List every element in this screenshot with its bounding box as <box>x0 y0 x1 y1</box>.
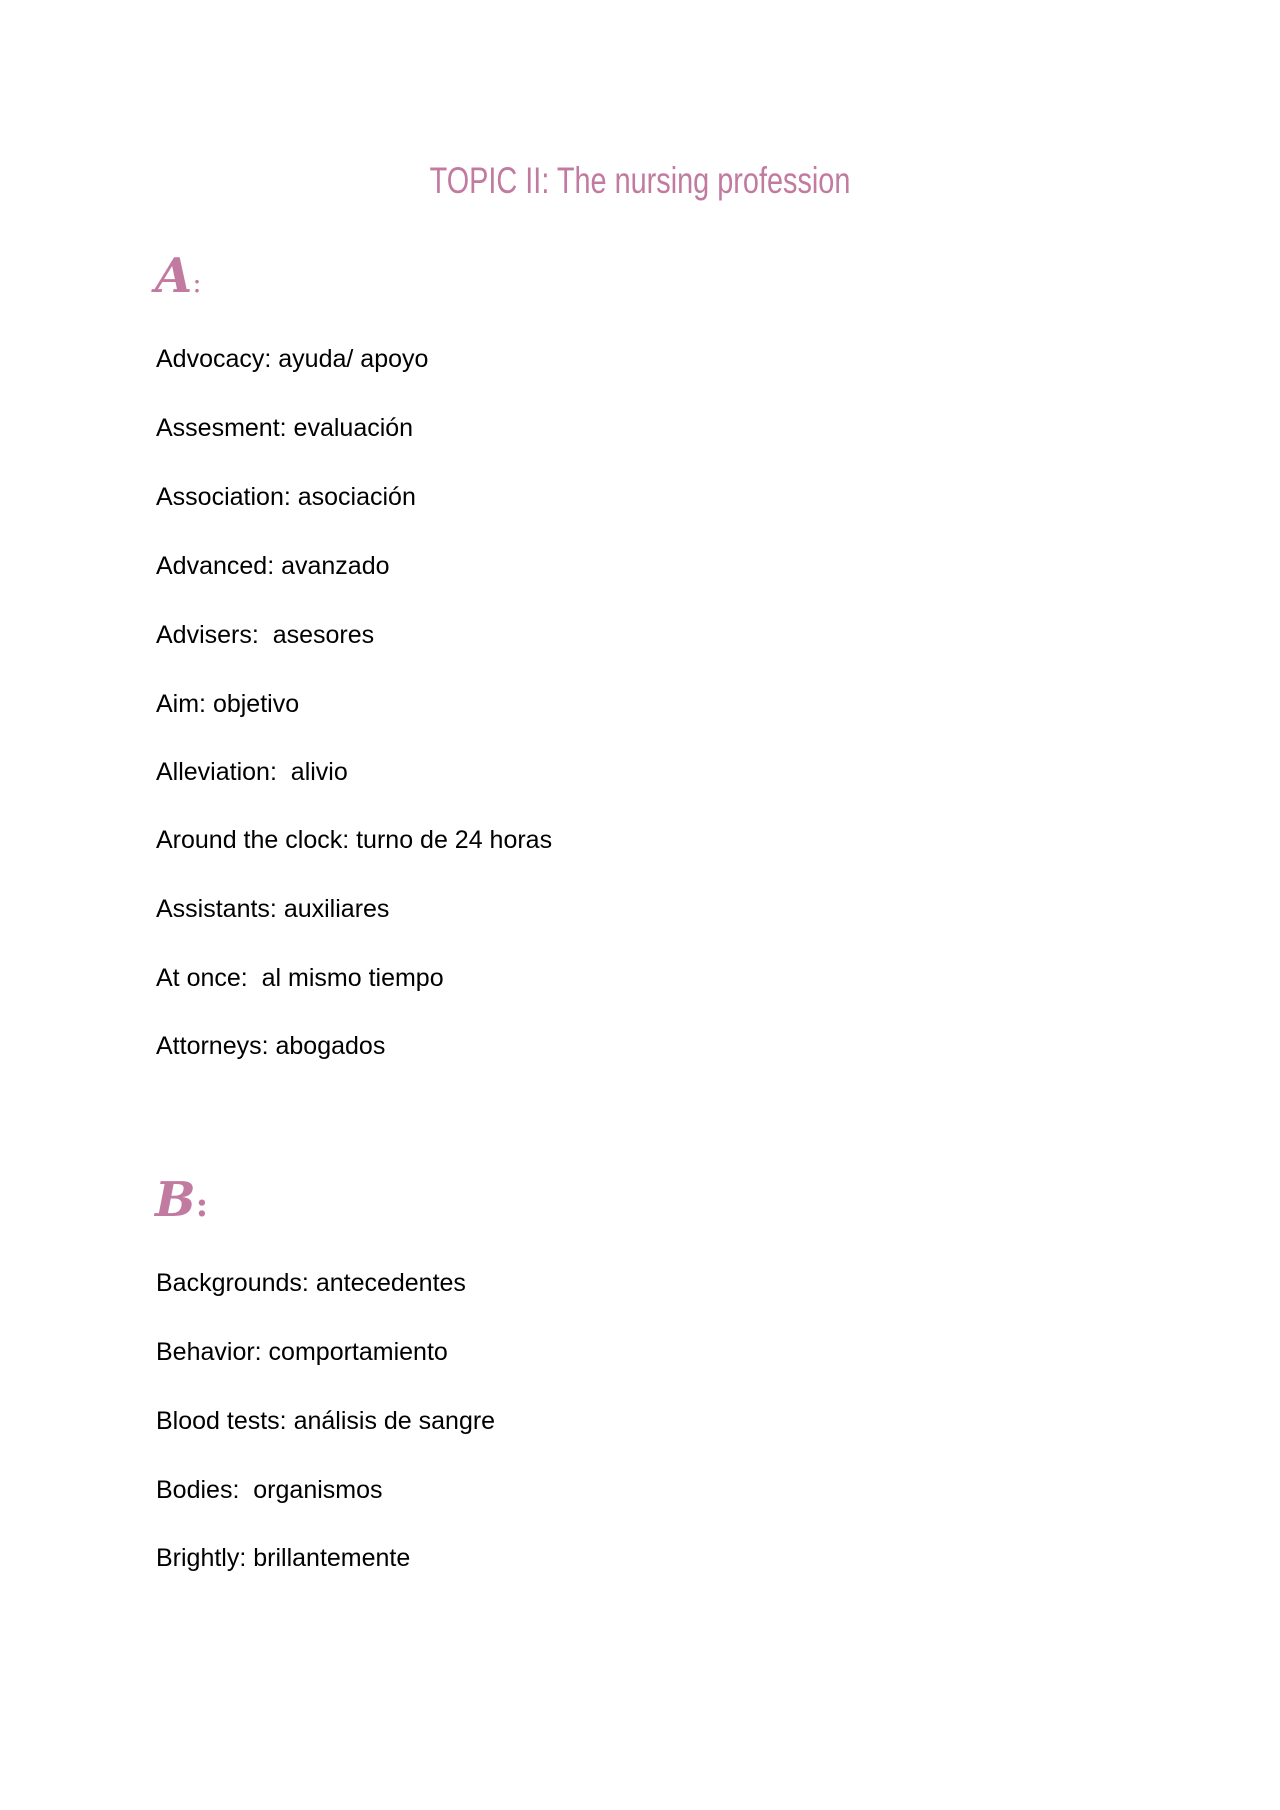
section-letter: A <box>155 248 193 304</box>
vocab-item: At once: al mismo tiempo <box>156 964 444 992</box>
section-colon: : <box>192 266 202 299</box>
vocab-item: Brightly: brillantemente <box>156 1544 411 1572</box>
section-heading-a <box>155 248 202 304</box>
vocab-item: Assesment: evaluación <box>156 414 414 442</box>
section-heading-b <box>155 1172 209 1228</box>
section-letter: B <box>155 1172 196 1228</box>
vocab-item: Association: asociación <box>156 483 416 511</box>
vocab-item: Assistants: auxiliares <box>156 895 390 923</box>
vocab-item: Aim: objetivo <box>156 690 300 718</box>
vocab-item: Advisers: asesores <box>156 621 375 649</box>
page-title: TOPIC II: The nursing profession <box>429 160 851 201</box>
vocab-item: Attorneys: abogados <box>156 1032 386 1060</box>
section-colon: : <box>195 1185 209 1225</box>
vocab-item: Around the clock: turno de 24 horas <box>156 826 553 854</box>
vocab-item: Alleviation: alivio <box>156 758 348 786</box>
vocab-item: Advocacy: ayuda/ apoyo <box>156 345 429 373</box>
vocab-item: Advanced: avanzado <box>156 552 390 580</box>
vocab-item: Bodies: organismos <box>156 1476 383 1504</box>
vocab-item: Backgrounds: antecedentes <box>156 1269 466 1297</box>
vocab-item: Blood tests: análisis de sangre <box>156 1407 496 1435</box>
vocab-item: Behavior: comportamiento <box>156 1338 448 1366</box>
